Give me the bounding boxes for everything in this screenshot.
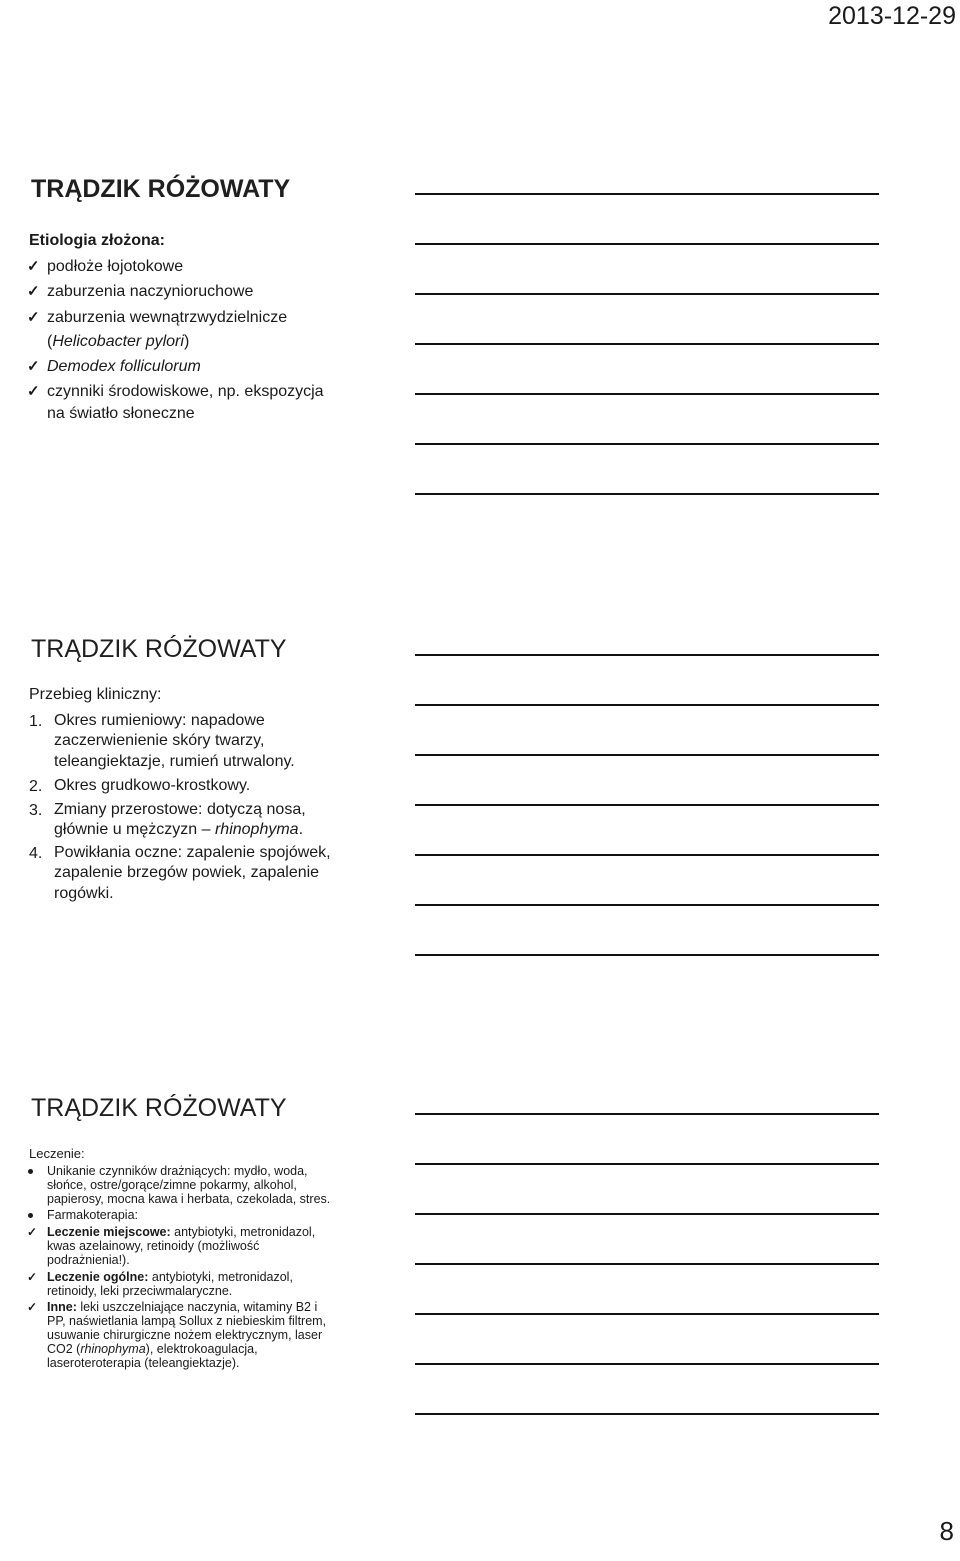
bullet-dot-icon bbox=[28, 1169, 33, 1174]
note-line bbox=[415, 1413, 879, 1415]
note-line bbox=[415, 1313, 879, 1315]
note-line bbox=[415, 704, 879, 706]
page-number: 8 bbox=[939, 1516, 954, 1546]
note-line bbox=[415, 1363, 879, 1365]
slide-title: TRĄDZIK RÓŻOWATY bbox=[31, 635, 287, 663]
note-line bbox=[415, 243, 879, 245]
slide-subheading: Przebieg kliniczny: bbox=[29, 686, 162, 703]
note-line bbox=[415, 1163, 879, 1165]
note-line bbox=[415, 1263, 879, 1265]
note-line bbox=[415, 343, 879, 345]
note-line bbox=[415, 193, 879, 195]
note-line bbox=[415, 493, 879, 495]
check-icon: ✓ bbox=[27, 309, 40, 326]
check-icon: ✓ bbox=[27, 1225, 38, 1239]
note-line bbox=[415, 754, 879, 756]
bullet-dot-icon bbox=[28, 1213, 33, 1218]
note-line bbox=[415, 654, 879, 656]
slide-title: TRĄDZIK RÓŻOWATY bbox=[31, 175, 291, 203]
note-line bbox=[415, 1113, 879, 1115]
note-line bbox=[415, 904, 879, 906]
note-line bbox=[415, 393, 879, 395]
check-icon: ✓ bbox=[27, 258, 40, 275]
slide-title: TRĄDZIK RÓŻOWATY bbox=[31, 1094, 287, 1122]
page-date: 2013-12-29 bbox=[828, 2, 956, 30]
slide-subheading: Leczenie: bbox=[29, 1146, 85, 1161]
slide-subheading: Etiologia złożona: bbox=[29, 232, 165, 249]
note-line bbox=[415, 954, 879, 956]
check-icon: ✓ bbox=[27, 383, 40, 400]
note-line bbox=[415, 1213, 879, 1215]
check-icon: ✓ bbox=[27, 1270, 38, 1284]
note-line bbox=[415, 804, 879, 806]
note-line bbox=[415, 854, 879, 856]
check-icon: ✓ bbox=[27, 1300, 38, 1314]
note-line bbox=[415, 293, 879, 295]
note-line bbox=[415, 443, 879, 445]
check-icon: ✓ bbox=[27, 358, 40, 375]
check-icon: ✓ bbox=[27, 283, 40, 300]
